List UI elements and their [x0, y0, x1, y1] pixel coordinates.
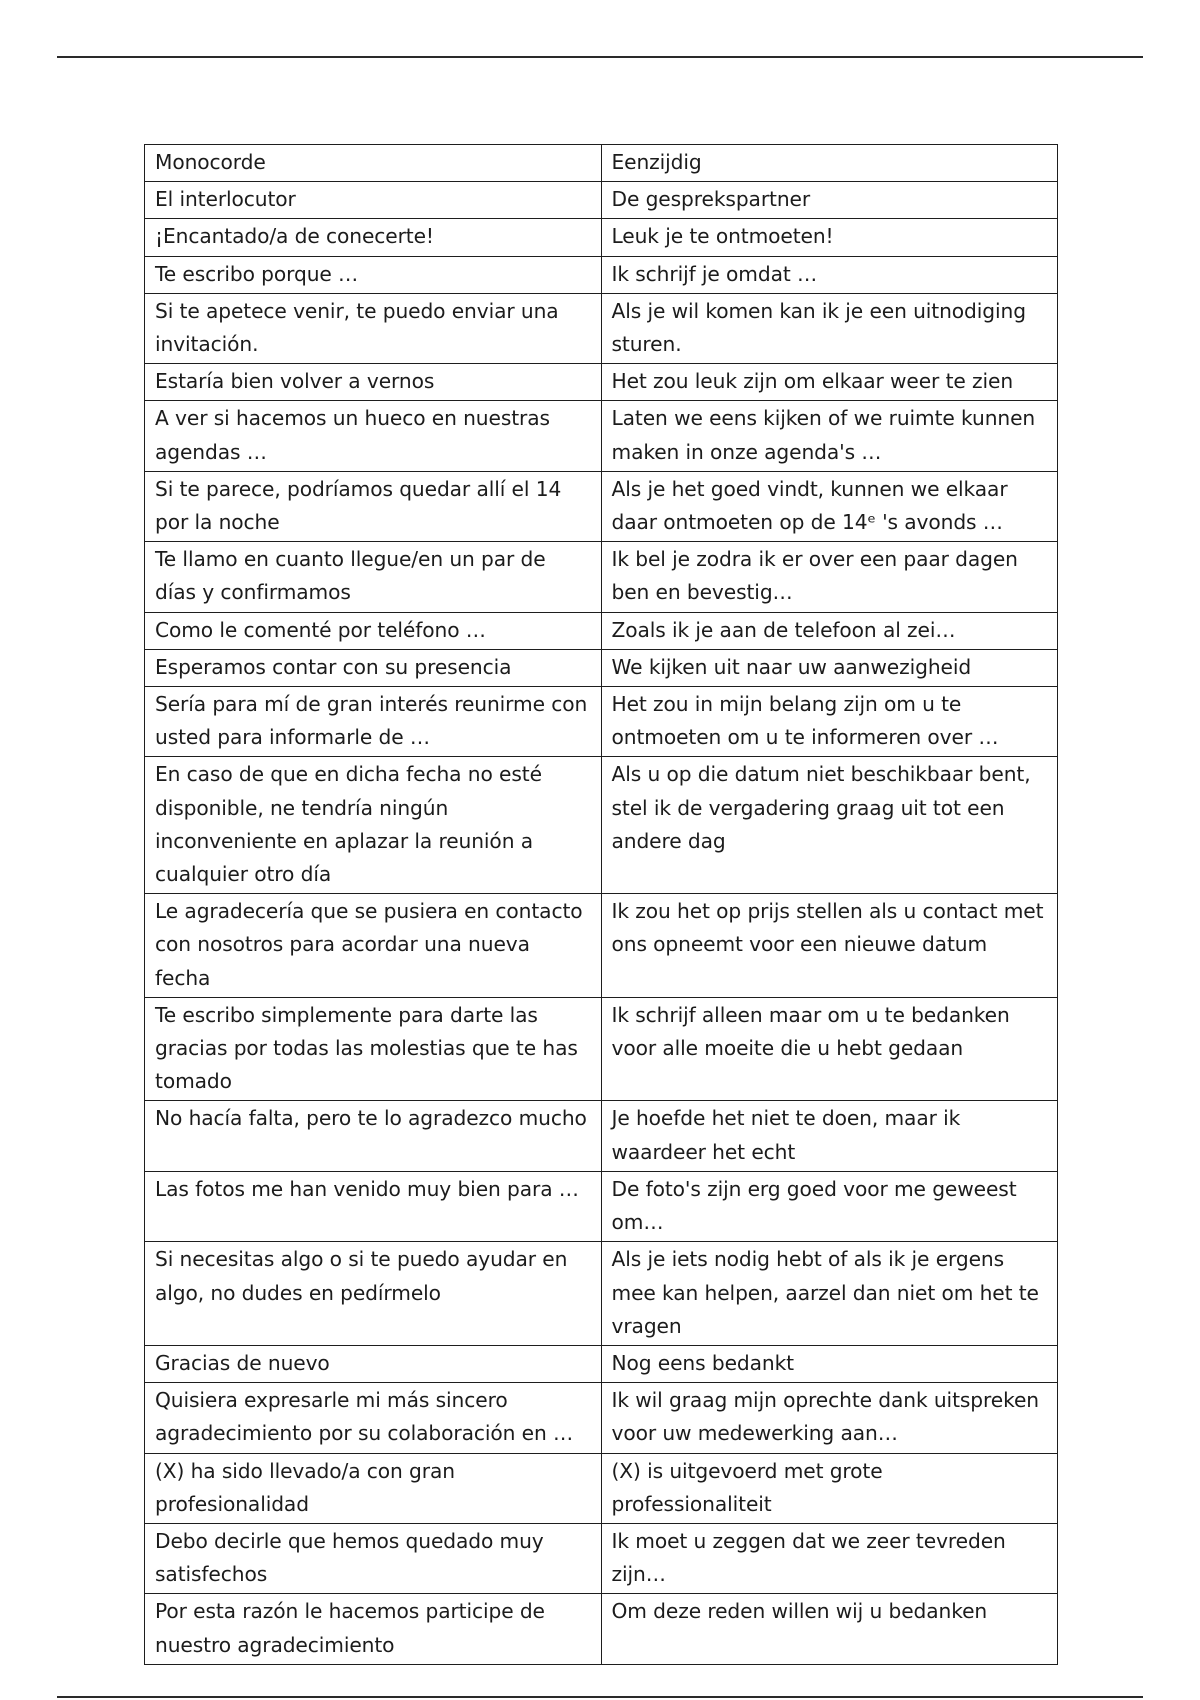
- dutch-cell: Ik zou het op prijs stellen als u contact met ons opneemt voor een nieuwe datum: [601, 894, 1058, 998]
- spanish-cell: Si te apetece venir, te puedo enviar una invitación.: [145, 293, 602, 363]
- table-row: [145, 145, 1058, 182]
- dutch-cell: Het zou in mijn belang zijn om u te ontmoeten om u te informeren over …: [601, 687, 1058, 757]
- spanish-cell: Como le comenté por teléfono …: [145, 612, 602, 649]
- spanish-cell: Si necesitas algo o si te puedo ayudar en algo, no dudes en pedírmelo: [145, 1242, 602, 1346]
- vocabulary-table: [144, 144, 1058, 1665]
- spanish-cell: (X) ha sido llevado/a con gran profesionalidad: [145, 1453, 602, 1523]
- dutch-cell: Om deze reden willen wij u bedanken: [601, 1594, 1058, 1664]
- dutch-cell: Zoals ik je aan de telefoon al zei…: [601, 612, 1058, 649]
- spanish-cell: Si te parece, podríamos quedar allí el 14 por la noche: [145, 471, 602, 541]
- spanish-cell: Te llamo en cuanto llegue/en un par de días y confirmamos: [145, 542, 602, 612]
- dutch-cell: Je hoefde het niet te doen, maar ik waardeer het echt: [601, 1101, 1058, 1171]
- table-row: [145, 219, 1058, 256]
- spanish-cell: Por esta razón le hacemos participe de nuestro agradecimiento: [145, 1594, 602, 1664]
- spanish-cell: Monocorde: [145, 145, 602, 182]
- spanish-cell: El interlocutor: [145, 182, 602, 219]
- spanish-cell: Te escribo simplemente para darte las gracias por todas las molestias que te has tomado: [145, 997, 602, 1101]
- spanish-cell: Debo decirle que hemos quedado muy satisfechos: [145, 1523, 602, 1593]
- dutch-cell: Ik wil graag mijn oprechte dank uitspreken voor uw medewerking aan…: [601, 1383, 1058, 1453]
- table-row: [145, 757, 1058, 894]
- dutch-cell: Laten we eens kijken of we ruimte kunnen maken in onze agenda's …: [601, 401, 1058, 471]
- dutch-cell: Als je wil komen kan ik je een uitnodiging sturen.: [601, 293, 1058, 363]
- spanish-cell: A ver si hacemos un hueco en nuestras agendas …: [145, 401, 602, 471]
- table-row: [145, 1453, 1058, 1523]
- dutch-cell: Het zou leuk zijn om elkaar weer te zien: [601, 364, 1058, 401]
- table-row: [145, 1345, 1058, 1382]
- dutch-cell: De foto's zijn erg goed voor me geweest om…: [601, 1171, 1058, 1241]
- vocabulary-table-body: [145, 145, 1058, 1665]
- header-rule: [57, 56, 1143, 58]
- dutch-cell: Ik schrijf alleen maar om u te bedanken voor alle moeite die u hebt gedaan: [601, 997, 1058, 1101]
- table-row: [145, 471, 1058, 541]
- dutch-cell: Ik moet u zeggen dat we zeer tevreden zijn…: [601, 1523, 1058, 1593]
- dutch-cell: Ik bel je zodra ik er over een paar dagen ben en bevestig…: [601, 542, 1058, 612]
- table-row: [145, 1383, 1058, 1453]
- spanish-cell: Esperamos contar con su presencia: [145, 649, 602, 686]
- dutch-cell: Ik schrijf je omdat …: [601, 256, 1058, 293]
- spanish-cell: No hacía falta, pero te lo agradezco mucho: [145, 1101, 602, 1171]
- spanish-cell: Te escribo porque …: [145, 256, 602, 293]
- table-row: [145, 649, 1058, 686]
- spanish-cell: En caso de que en dicha fecha no esté disponible, ne tendría ningún inconveniente en aplazar la reunión a cualquier otro día: [145, 757, 602, 894]
- table-row: [145, 182, 1058, 219]
- table-row: [145, 542, 1058, 612]
- dutch-cell: De gesprekspartner: [601, 182, 1058, 219]
- table-row: [145, 1101, 1058, 1171]
- table-row: [145, 894, 1058, 998]
- spanish-cell: Sería para mí de gran interés reunirme con usted para informarle de …: [145, 687, 602, 757]
- table-row: [145, 1594, 1058, 1664]
- spanish-cell: Quisiera expresarle mi más sincero agradecimiento por su colaboración en …: [145, 1383, 602, 1453]
- dutch-cell: (X) is uitgevoerd met grote professionaliteit: [601, 1453, 1058, 1523]
- table-row: [145, 401, 1058, 471]
- table-row: [145, 1171, 1058, 1241]
- table-row: [145, 1242, 1058, 1346]
- dutch-cell: Eenzijdig: [601, 145, 1058, 182]
- dutch-cell: Als je iets nodig hebt of als ik je ergens mee kan helpen, aarzel dan niet om het te vragen: [601, 1242, 1058, 1346]
- table-row: [145, 687, 1058, 757]
- dutch-cell: Leuk je te ontmoeten!: [601, 219, 1058, 256]
- spanish-cell: Las fotos me han venido muy bien para …: [145, 1171, 602, 1241]
- spanish-cell: ¡Encantado/a de conecerte!: [145, 219, 602, 256]
- spanish-cell: Gracias de nuevo: [145, 1345, 602, 1382]
- table-row: [145, 364, 1058, 401]
- table-row: [145, 1523, 1058, 1593]
- spanish-cell: Estaría bien volver a vernos: [145, 364, 602, 401]
- dutch-cell: We kijken uit naar uw aanwezigheid: [601, 649, 1058, 686]
- dutch-cell: Als u op die datum niet beschikbaar bent, stel ik de vergadering graag uit tot een andere dag: [601, 757, 1058, 894]
- table-row: [145, 997, 1058, 1101]
- table-row: [145, 612, 1058, 649]
- dutch-cell: Als je het goed vindt, kunnen we elkaar daar ontmoeten op de 14ᵉ 's avonds …: [601, 471, 1058, 541]
- table-row: [145, 256, 1058, 293]
- footer-rule: [57, 1696, 1143, 1698]
- spanish-cell: Le agradecería que se pusiera en contacto con nosotros para acordar una nueva fecha: [145, 894, 602, 998]
- dutch-cell: Nog eens bedankt: [601, 1345, 1058, 1382]
- table-row: [145, 293, 1058, 363]
